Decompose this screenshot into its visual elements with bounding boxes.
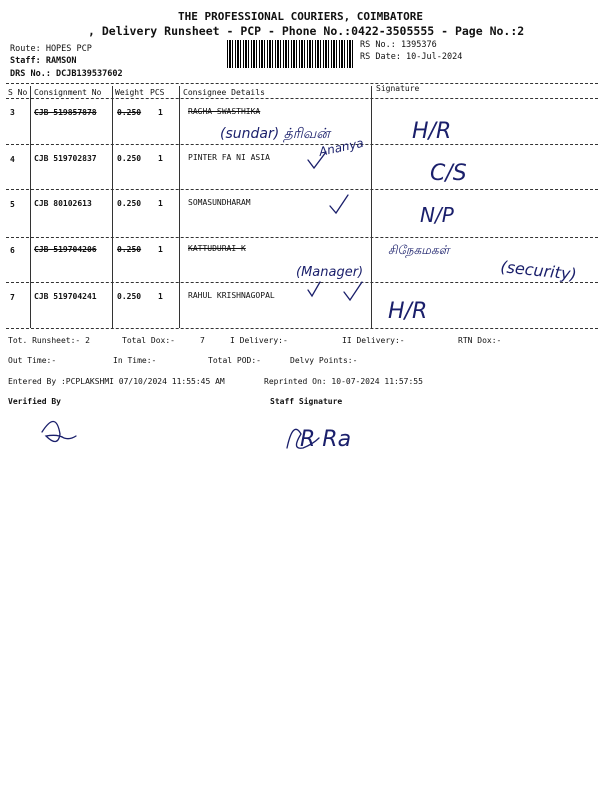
initials-stroke [42,421,76,441]
rs-number: RS No.: 1395376 [360,40,437,50]
out-time: Out Time:- [8,356,57,365]
col-signature: Signature [376,84,420,93]
reprinted-on: Reprinted On: 10-07-2024 11:57:55 [264,377,423,386]
row-weight: 0.250 [117,154,142,163]
col-pcs: PCS [150,88,165,97]
rs-date: RS Date: 10-Jul-2024 [360,52,463,62]
rtn-dox: RTN Dox:- [458,336,502,345]
row-consignee: PINTER FA NI ASIA [188,153,270,162]
row-sno: 4 [10,155,15,164]
row-pcs: 1 [158,108,163,117]
handwritten-note: (Manager) [296,265,364,280]
page-subtitle: , Delivery Runsheet - PCP - Phone No.:0422-3505555 - Page No.:2 [88,24,525,38]
entered-by: Entered By :PCPLAKSHMI 07/10/2024 11:55:45 AM [8,377,225,386]
handwritten-note: (sundar) த்ரிவன் [220,126,330,142]
handwritten-note: Ananya [317,135,365,159]
page-title: THE PROFESSIONAL COURIERS, COIMBATORE [178,10,424,23]
row-consignment: CJB 519857878 [34,108,97,117]
handwritten-signature: H/R [412,119,452,144]
tick-mark-icon [330,195,348,213]
row-pcs: 1 [158,245,163,254]
verified-by-label: Verified By [8,397,61,406]
row-sno: 3 [10,108,15,117]
row-consignee: RAGHA SWASTHIKA [188,107,261,116]
row-sno: 6 [10,246,15,255]
drs-number: DRS No.: DCJB139537602 [10,69,123,79]
row-consignment: CJB 519704241 [34,292,97,301]
staff-label: Staff: RAMSON [10,56,77,66]
staff-signature-label: Staff Signature [270,397,343,406]
i-delivery: I Delivery:- [230,336,288,345]
handwritten-signature: N/P [420,203,454,227]
row-consignment: CJB 519702837 [34,154,97,163]
row-consignee: KATTUDURAI K [188,244,246,253]
total-dox-value: 7 [200,336,205,345]
row-pcs: 1 [158,292,163,301]
handwritten-signature: C/S [430,161,467,186]
handwritten-note: சிநேகமகள் [388,243,450,257]
col-consignment: Consignment No [34,88,102,97]
tick-mark-icon [308,282,320,296]
in-time: In Time:- [113,356,157,365]
row-weight: 0.250 [117,292,142,301]
row-pcs: 1 [158,154,163,163]
delvy-points: Delvy Points:- [290,356,358,365]
row-weight: 0.250 [117,199,142,208]
tick-mark-icon [344,282,362,300]
row-weight: 0.250 [117,245,142,254]
staff-handwritten-signature: R Ra [300,427,352,452]
total-pod: Total POD:- [208,356,261,365]
col-consignee: Consignee Details [183,88,265,97]
route-label: Route: HOPES PCP [10,44,92,54]
row-sno: 5 [10,200,15,209]
col-sno: S No [8,88,28,97]
row-pcs: 1 [158,199,163,208]
row-sno: 7 [10,293,15,302]
row-consignee: SOMASUNDHARAM [188,198,251,207]
handwritten-signature: H/R [388,299,428,324]
handwritten-note: (security) [499,257,578,284]
col-weight: Weight [115,88,144,97]
row-consignment: CJB 80102613 [34,199,92,208]
row-weight: 0.250 [117,108,142,117]
total-runsheet: Tot. Runsheet:- 2 [8,336,90,345]
row-consignee: RAHUL KRISHNAGOPAL [188,291,275,300]
row-consignment: CJB 519704206 [34,245,97,254]
total-dox-label: Total Dox:- [122,336,175,345]
ii-delivery: II Delivery:- [342,336,405,345]
